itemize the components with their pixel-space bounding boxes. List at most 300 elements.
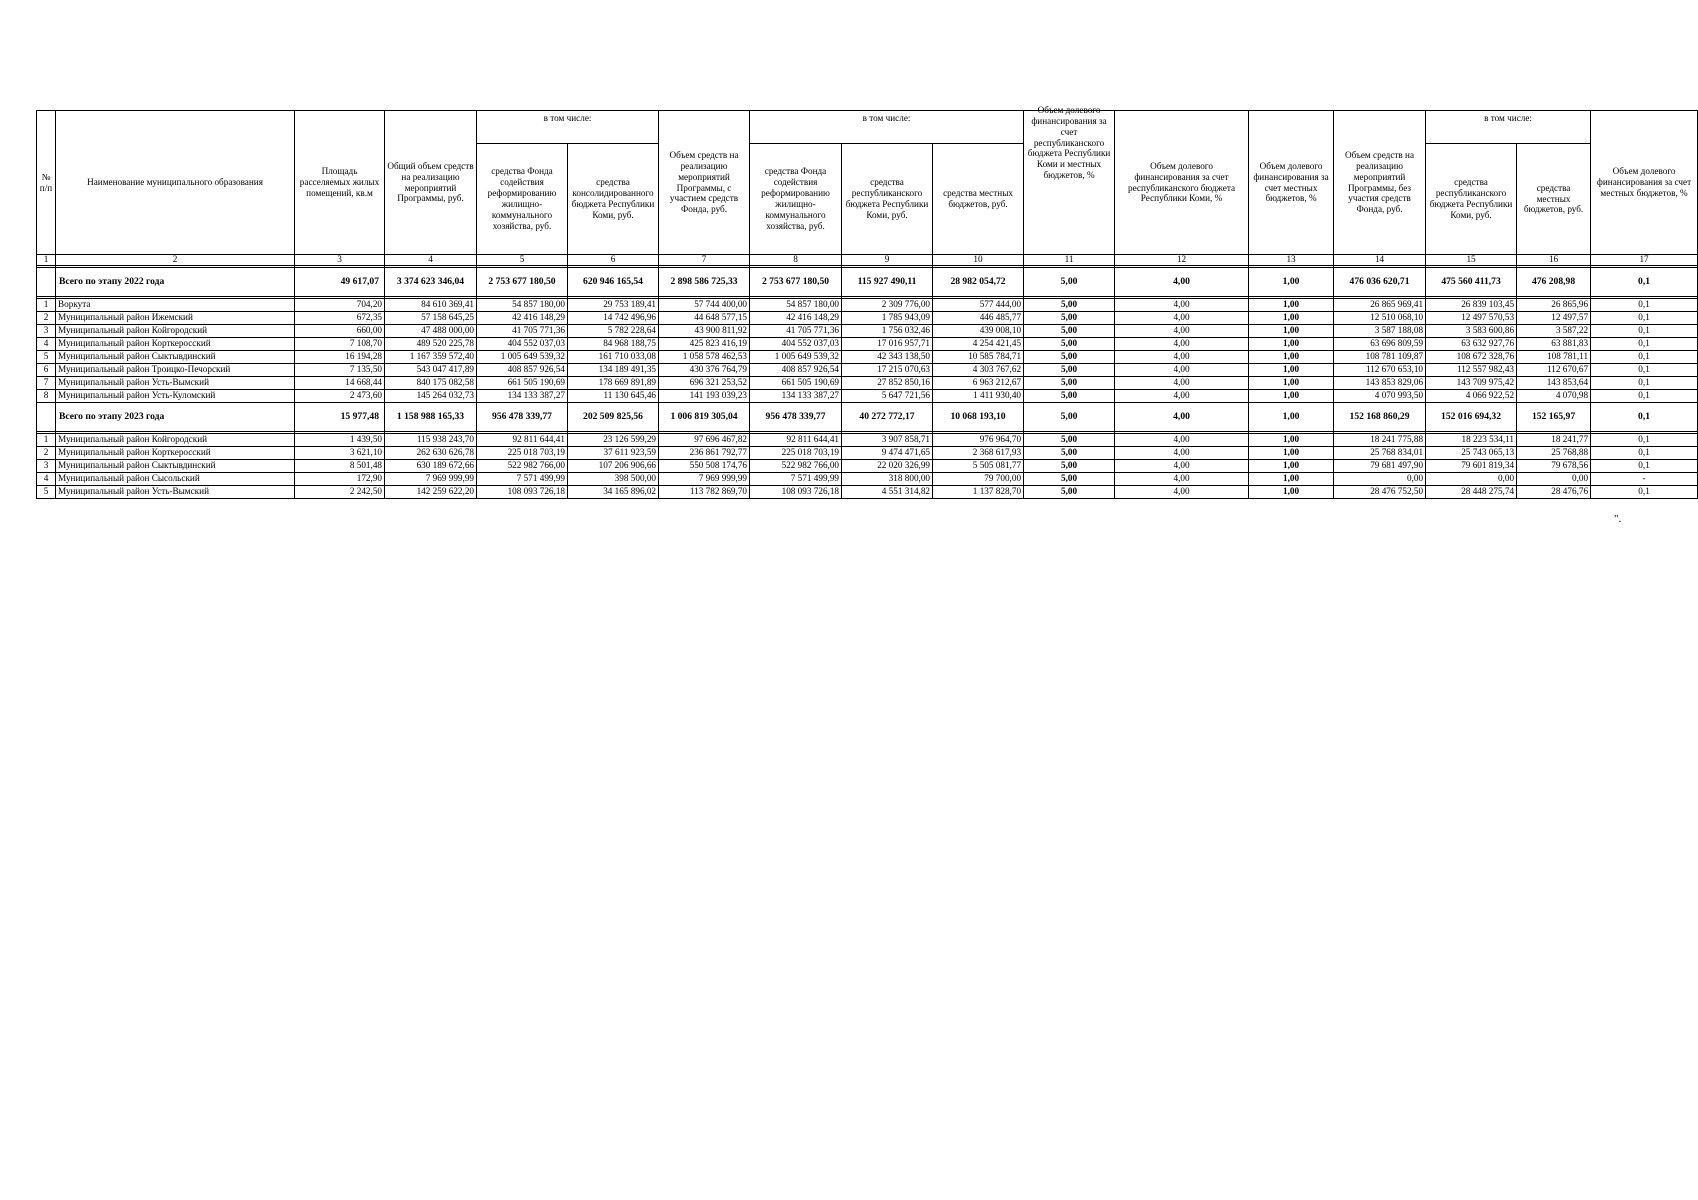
table-cell: 5 505 081,77 — [933, 460, 1024, 473]
table-row — [37, 325, 1698, 338]
header-col-16: средства местных бюджетов, руб. — [1517, 144, 1591, 255]
table-cell: 704,20 — [295, 299, 385, 312]
table-cell: 660,00 — [295, 325, 385, 338]
total-cell: 2 753 677 180,50 — [750, 268, 842, 297]
total-cell: Всего по этапу 2022 года — [56, 268, 295, 297]
table-cell: 9 474 471,65 — [842, 447, 933, 460]
table-cell: 696 321 253,52 — [659, 377, 750, 390]
table-cell: 42 416 148,29 — [750, 312, 842, 325]
table-cell: 550 508 174,76 — [659, 460, 750, 473]
table-cell: 3 621,10 — [295, 447, 385, 460]
total-cell: 476 208,98 — [1517, 268, 1591, 297]
end-quote-mark: ". — [1614, 513, 1622, 525]
table-cell: 79 681 497,90 — [1334, 460, 1426, 473]
table-cell: 47 488 000,00 — [385, 325, 477, 338]
header-col-5: средства Фонда содействия реформированию жилищно-коммунального хозяйства, руб. — [477, 144, 568, 255]
table-cell: 8 501,48 — [295, 460, 385, 473]
table-cell: 0,1 — [1591, 351, 1698, 364]
table-cell: 42 343 138,50 — [842, 351, 933, 364]
table-cell: 0,1 — [1591, 312, 1698, 325]
table-cell: 1,00 — [1249, 473, 1334, 486]
column-number: 1 — [37, 255, 56, 266]
table-cell: 5,00 — [1024, 447, 1115, 460]
table-row — [37, 377, 1698, 390]
total-cell: 10 068 193,10 — [933, 403, 1024, 432]
table-cell: Муниципальный район Троицко-Печорский — [56, 364, 295, 377]
table-cell: 577 444,00 — [933, 299, 1024, 312]
table-cell: 134 133 387,27 — [477, 390, 568, 403]
table-cell: 16 194,28 — [295, 351, 385, 364]
table-cell: 1 005 649 539,32 — [750, 351, 842, 364]
table-cell: 0,1 — [1591, 486, 1698, 499]
table-cell: 1 411 930,40 — [933, 390, 1024, 403]
table-cell: 26 865,96 — [1517, 299, 1591, 312]
table-cell: 1 439,50 — [295, 434, 385, 447]
table-cell: 7 135,50 — [295, 364, 385, 377]
table-cell: 4 — [37, 473, 56, 486]
table-cell: 1,00 — [1249, 351, 1334, 364]
total-cell: 476 036 620,71 — [1334, 268, 1426, 297]
table-cell: Муниципальный район Койгородский — [56, 434, 295, 447]
table-cell: 2 — [37, 312, 56, 325]
table-cell: 543 047 417,89 — [385, 364, 477, 377]
table-cell: 0,00 — [1334, 473, 1426, 486]
table-cell: 107 206 906,66 — [568, 460, 659, 473]
table-cell: 425 823 416,19 — [659, 338, 750, 351]
table-cell: 12 497,57 — [1517, 312, 1591, 325]
table-row — [37, 447, 1698, 460]
table-cell: 7 969 999,99 — [659, 473, 750, 486]
header-group-8-10: в том числе: — [750, 111, 1024, 144]
table-cell: 63 696 809,59 — [1334, 338, 1426, 351]
table-cell: 84 610 369,41 — [385, 299, 477, 312]
table-cell: 141 193 039,23 — [659, 390, 750, 403]
table-cell: 4,00 — [1115, 312, 1249, 325]
table-cell: 1 167 359 572,40 — [385, 351, 477, 364]
header-col-6: средства консолидированного бюджета Республики Коми, руб. — [568, 144, 659, 255]
table-cell: 5 — [37, 486, 56, 499]
table-cell: Муниципальный район Усть-Вымский — [56, 377, 295, 390]
table-cell: 172,90 — [295, 473, 385, 486]
table-cell: 225 018 703,19 — [750, 447, 842, 460]
table-cell: 134 133 387,27 — [750, 390, 842, 403]
table-cell: 318 800,00 — [842, 473, 933, 486]
header-col-2: Наименование муниципального образования — [56, 111, 295, 255]
total-cell: 956 478 339,77 — [477, 403, 568, 432]
table-cell: 1,00 — [1249, 390, 1334, 403]
total-cell: 202 509 825,56 — [568, 403, 659, 432]
table-cell: Муниципальный район Сысольский — [56, 473, 295, 486]
table-cell: 3 — [37, 325, 56, 338]
table-cell: 398 500,00 — [568, 473, 659, 486]
table-cell: 57 158 645,25 — [385, 312, 477, 325]
table-cell: 92 811 644,41 — [750, 434, 842, 447]
table-cell: 3 583 600,86 — [1426, 325, 1517, 338]
table-cell: 7 571 499,99 — [477, 473, 568, 486]
table-cell: 0,1 — [1591, 434, 1698, 447]
table-cell: 1,00 — [1249, 325, 1334, 338]
header-group-5-6: в том числе: — [477, 111, 659, 144]
total-cell — [37, 268, 56, 297]
table-cell: 1 058 578 462,53 — [659, 351, 750, 364]
table-cell: 17 016 957,71 — [842, 338, 933, 351]
table-cell: 63 632 927,76 — [1426, 338, 1517, 351]
table-cell: 26 865 969,41 — [1334, 299, 1426, 312]
table-row — [37, 390, 1698, 403]
table-cell: 5 782 228,64 — [568, 325, 659, 338]
column-number-row — [37, 255, 1698, 266]
header-col-17: Объем долевого финансирования за счет местных бюджетов, % — [1591, 111, 1698, 255]
column-number: 15 — [1426, 255, 1517, 266]
header-col-4: Общий объем средств на реализацию мероприятий Программы, руб. — [385, 111, 477, 255]
table-cell: 1,00 — [1249, 434, 1334, 447]
table-cell: 54 857 180,00 — [750, 299, 842, 312]
table-cell: 108 781,11 — [1517, 351, 1591, 364]
table-cell: 4,00 — [1115, 447, 1249, 460]
table-cell: 1,00 — [1249, 312, 1334, 325]
column-number: 7 — [659, 255, 750, 266]
table-cell: Муниципальный район Ижемский — [56, 312, 295, 325]
total-cell: 49 617,07 — [295, 268, 385, 297]
table-cell: 4 — [37, 338, 56, 351]
column-number: 14 — [1334, 255, 1426, 266]
table-cell: 28 476,76 — [1517, 486, 1591, 499]
column-number: 13 — [1249, 255, 1334, 266]
stage-total-row — [37, 403, 1698, 432]
table-cell: 6 — [37, 364, 56, 377]
table-cell: 10 585 784,71 — [933, 351, 1024, 364]
table-cell: 4 070 993,50 — [1334, 390, 1426, 403]
header-col-8: средства Фонда содействия реформированию жилищно-коммунального хозяйства, руб. — [750, 144, 842, 255]
header-col-11 — [1024, 105, 1115, 255]
table-cell: 37 611 923,59 — [568, 447, 659, 460]
table-cell: 43 900 811,92 — [659, 325, 750, 338]
table-row — [37, 312, 1698, 325]
table-cell: 0,1 — [1591, 325, 1698, 338]
table-cell: 4,00 — [1115, 377, 1249, 390]
table-cell: 236 861 792,77 — [659, 447, 750, 460]
table-cell: 54 857 180,00 — [477, 299, 568, 312]
table-cell: 0,1 — [1591, 338, 1698, 351]
table-cell: 22 020 326,99 — [842, 460, 933, 473]
header-col-12: Объем долевого финансирования за счет республиканского бюджета Республики Коми, % — [1115, 111, 1249, 255]
table-cell: 522 982 766,00 — [750, 460, 842, 473]
table-cell: Муниципальный район Усть-Куломский — [56, 390, 295, 403]
column-number: 16 — [1517, 255, 1591, 266]
table-cell: 1,00 — [1249, 377, 1334, 390]
program-finance-table-container — [36, 105, 1692, 499]
table-cell: 112 670 653,10 — [1334, 364, 1426, 377]
table-cell: 0,00 — [1426, 473, 1517, 486]
table-cell: 57 744 400,00 — [659, 299, 750, 312]
table-cell: 18 223 534,11 — [1426, 434, 1517, 447]
table-cell: 0,1 — [1591, 390, 1698, 403]
table-cell: 2 473,60 — [295, 390, 385, 403]
header-col-15: средства республиканского бюджета Республики Коми, руб. — [1426, 144, 1517, 255]
table-cell: 7 969 999,99 — [385, 473, 477, 486]
table-row — [37, 338, 1698, 351]
table-cell: 0,1 — [1591, 377, 1698, 390]
table-cell: 5 647 721,56 — [842, 390, 933, 403]
total-cell: 5,00 — [1024, 268, 1115, 297]
header-group-15-16: в том числе: — [1426, 111, 1591, 144]
table-cell: 7 571 499,99 — [750, 473, 842, 486]
table-cell: 1,00 — [1249, 460, 1334, 473]
table-cell: 34 165 896,02 — [568, 486, 659, 499]
table-row — [37, 473, 1698, 486]
table-cell: 25 743 065,13 — [1426, 447, 1517, 460]
total-cell: 3 374 623 346,04 — [385, 268, 477, 297]
table-cell: 4 551 314,82 — [842, 486, 933, 499]
table-cell: 5,00 — [1024, 299, 1115, 312]
table-cell: 23 126 599,29 — [568, 434, 659, 447]
table-cell: 404 552 037,03 — [477, 338, 568, 351]
table-cell: 4,00 — [1115, 486, 1249, 499]
table-cell: 4,00 — [1115, 351, 1249, 364]
table-cell: 439 008,10 — [933, 325, 1024, 338]
table-row — [37, 351, 1698, 364]
table-cell: 18 241 775,88 — [1334, 434, 1426, 447]
table-cell: 5,00 — [1024, 364, 1115, 377]
total-cell: 475 560 411,73 — [1426, 268, 1517, 297]
table-cell: 4 254 421,45 — [933, 338, 1024, 351]
table-cell: 1 756 032,46 — [842, 325, 933, 338]
table-cell: 489 520 225,78 — [385, 338, 477, 351]
table-cell: 108 672 328,76 — [1426, 351, 1517, 364]
table-cell: 2 368 617,93 — [933, 447, 1024, 460]
table-cell: 178 669 891,89 — [568, 377, 659, 390]
table-cell: 6 963 212,67 — [933, 377, 1024, 390]
table-cell: 112 670,67 — [1517, 364, 1591, 377]
table-cell: 408 857 926,54 — [750, 364, 842, 377]
table-cell: 41 705 771,36 — [477, 325, 568, 338]
table-cell: 108 781 109,87 — [1334, 351, 1426, 364]
table-cell: 661 505 190,69 — [750, 377, 842, 390]
table-cell: 672,35 — [295, 312, 385, 325]
total-cell: 40 272 772,17 — [842, 403, 933, 432]
total-cell — [37, 403, 56, 432]
total-cell: 152 168 860,29 — [1334, 403, 1426, 432]
table-cell: 27 852 850,16 — [842, 377, 933, 390]
table-cell: 4 303 767,62 — [933, 364, 1024, 377]
table-cell: 112 557 982,43 — [1426, 364, 1517, 377]
table-cell: Муниципальный район Койгородский — [56, 325, 295, 338]
table-cell: 12 510 068,10 — [1334, 312, 1426, 325]
table-cell: 84 968 188,75 — [568, 338, 659, 351]
table-cell: 5,00 — [1024, 486, 1115, 499]
column-number: 12 — [1115, 255, 1249, 266]
stage-total-row — [37, 268, 1698, 297]
table-row — [37, 486, 1698, 499]
table-body — [37, 255, 1698, 499]
table-cell: 0,00 — [1517, 473, 1591, 486]
table-cell: 976 964,70 — [933, 434, 1024, 447]
header-col-9: средства республиканского бюджета Республики Коми, руб. — [842, 144, 933, 255]
table-cell: 143 853,64 — [1517, 377, 1591, 390]
table-cell: 1,00 — [1249, 338, 1334, 351]
table-cell: 108 093 726,18 — [477, 486, 568, 499]
table-cell: 11 130 645,46 — [568, 390, 659, 403]
total-cell: 1,00 — [1249, 403, 1334, 432]
table-cell: 522 982 766,00 — [477, 460, 568, 473]
table-cell: 14 742 496,96 — [568, 312, 659, 325]
table-cell: 145 264 032,73 — [385, 390, 477, 403]
table-cell: 113 782 869,70 — [659, 486, 750, 499]
table-cell: 63 881,83 — [1517, 338, 1591, 351]
table-cell: 4,00 — [1115, 299, 1249, 312]
table-cell: 79 700,00 — [933, 473, 1024, 486]
total-cell: 5,00 — [1024, 403, 1115, 432]
table-cell: 404 552 037,03 — [750, 338, 842, 351]
table-cell: 5,00 — [1024, 312, 1115, 325]
header-col-10: средства местных бюджетов, руб. — [933, 144, 1024, 255]
table-cell: 446 485,77 — [933, 312, 1024, 325]
table-cell: 262 630 626,78 — [385, 447, 477, 460]
table-cell: 4,00 — [1115, 325, 1249, 338]
header-col-11-text: Объем долевого финансирования за счет республиканского бюджета Республики Коми и местных бюджетов, % — [1027, 105, 1111, 181]
total-cell: 152 165,97 — [1517, 403, 1591, 432]
table-cell: 408 857 926,54 — [477, 364, 568, 377]
table-cell: 7 108,70 — [295, 338, 385, 351]
column-number: 10 — [933, 255, 1024, 266]
total-cell: 2 753 677 180,50 — [477, 268, 568, 297]
table-row — [37, 460, 1698, 473]
table-cell: 92 811 644,41 — [477, 434, 568, 447]
table-cell: 1 785 943,09 — [842, 312, 933, 325]
table-cell: 108 093 726,18 — [750, 486, 842, 499]
table-cell: 3 587,22 — [1517, 325, 1591, 338]
table-cell: 79 678,56 — [1517, 460, 1591, 473]
header-col-13: Объем долевого финансирования за счет местных бюджетов, % — [1249, 111, 1334, 255]
table-cell: 1,00 — [1249, 447, 1334, 460]
total-cell: 956 478 339,77 — [750, 403, 842, 432]
total-cell: 152 016 694,32 — [1426, 403, 1517, 432]
table-cell: 143 709 975,42 — [1426, 377, 1517, 390]
table-cell: 4 066 922,52 — [1426, 390, 1517, 403]
table-cell: 1,00 — [1249, 299, 1334, 312]
table-cell: 8 — [37, 390, 56, 403]
total-cell: 115 927 490,11 — [842, 268, 933, 297]
table-cell: 5,00 — [1024, 338, 1115, 351]
table-cell: 3 — [37, 460, 56, 473]
table-cell: 3 587 188,08 — [1334, 325, 1426, 338]
table-cell: 42 416 148,29 — [477, 312, 568, 325]
total-cell: Всего по этапу 2023 года — [56, 403, 295, 432]
table-cell: 14 668,44 — [295, 377, 385, 390]
total-cell: 4,00 — [1115, 268, 1249, 297]
table-cell: 4 070,98 — [1517, 390, 1591, 403]
column-number: 4 — [385, 255, 477, 266]
table-cell: 115 938 243,70 — [385, 434, 477, 447]
table-cell: 1 — [37, 434, 56, 447]
table-cell: 4,00 — [1115, 434, 1249, 447]
total-cell: 0,1 — [1591, 268, 1698, 297]
table-cell: 4,00 — [1115, 338, 1249, 351]
total-cell: 1,00 — [1249, 268, 1334, 297]
table-cell: 430 376 764,79 — [659, 364, 750, 377]
table-cell: 5 — [37, 351, 56, 364]
total-cell: 620 946 165,54 — [568, 268, 659, 297]
total-cell: 0,1 — [1591, 403, 1698, 432]
total-cell: 1 158 988 165,33 — [385, 403, 477, 432]
table-cell: 25 768,88 — [1517, 447, 1591, 460]
table-cell: 2 — [37, 447, 56, 460]
table-cell: 5,00 — [1024, 434, 1115, 447]
column-number: 17 — [1591, 255, 1698, 266]
table-row — [37, 434, 1698, 447]
table-cell: 7 — [37, 377, 56, 390]
table-cell: 1 — [37, 299, 56, 312]
table-cell: 840 175 082,58 — [385, 377, 477, 390]
table-cell: 142 259 622,20 — [385, 486, 477, 499]
table-cell: 0,1 — [1591, 460, 1698, 473]
column-number: 6 — [568, 255, 659, 266]
table-cell: 5,00 — [1024, 325, 1115, 338]
header-col-1: № п/п — [37, 111, 56, 255]
table-cell: 4,00 — [1115, 460, 1249, 473]
column-number: 8 — [750, 255, 842, 266]
table-cell: 29 753 189,41 — [568, 299, 659, 312]
table-cell: 17 215 070,63 — [842, 364, 933, 377]
table-cell: 28 476 752,50 — [1334, 486, 1426, 499]
table-cell: 3 907 858,71 — [842, 434, 933, 447]
table-cell: 1 005 649 539,32 — [477, 351, 568, 364]
table-cell: Муниципальный район Усть-Вымский — [56, 486, 295, 499]
table-cell: 5,00 — [1024, 351, 1115, 364]
header-col-14: Объем средств на реализацию мероприятий Программы, без участия средств Фонда, руб. — [1334, 111, 1426, 255]
table-cell: 1 137 828,70 — [933, 486, 1024, 499]
table-cell: 630 189 672,66 — [385, 460, 477, 473]
table-row — [37, 299, 1698, 312]
header-col-3: Площадь расселяемых жилых помещений, кв.м — [295, 111, 385, 255]
table-cell: 0,1 — [1591, 447, 1698, 460]
total-cell: 28 982 054,72 — [933, 268, 1024, 297]
table-cell: 97 696 467,82 — [659, 434, 750, 447]
table-cell: 143 853 829,06 — [1334, 377, 1426, 390]
table-cell: 4,00 — [1115, 473, 1249, 486]
table-cell: 41 705 771,36 — [750, 325, 842, 338]
program-finance-table — [36, 105, 1698, 499]
table-cell: 79 601 819,34 — [1426, 460, 1517, 473]
column-number: 9 — [842, 255, 933, 266]
total-cell: 2 898 586 725,33 — [659, 268, 750, 297]
table-cell: 28 448 275,74 — [1426, 486, 1517, 499]
total-cell: 15 977,48 — [295, 403, 385, 432]
table-cell: 225 018 703,19 — [477, 447, 568, 460]
table-cell: 1,00 — [1249, 486, 1334, 499]
column-number: 2 — [56, 255, 295, 266]
column-number: 3 — [295, 255, 385, 266]
table-cell: 134 189 491,35 — [568, 364, 659, 377]
table-cell: 5,00 — [1024, 460, 1115, 473]
table-cell: 1,00 — [1249, 364, 1334, 377]
table-cell: - — [1591, 473, 1698, 486]
column-number: 11 — [1024, 255, 1115, 266]
table-cell: 26 839 103,45 — [1426, 299, 1517, 312]
table-cell: Муниципальный район Корткеросский — [56, 338, 295, 351]
column-number: 5 — [477, 255, 568, 266]
table-cell: 5,00 — [1024, 473, 1115, 486]
total-cell: 1 006 819 305,04 — [659, 403, 750, 432]
table-cell: 4,00 — [1115, 364, 1249, 377]
header-col-7: Объем средств на реализацию мероприятий Программы, с участием средств Фонда, руб. — [659, 111, 750, 255]
table-cell: Воркута — [56, 299, 295, 312]
table-cell: 25 768 834,01 — [1334, 447, 1426, 460]
table-cell: 0,1 — [1591, 299, 1698, 312]
table-cell: Муниципальный район Корткеросский — [56, 447, 295, 460]
table-cell: 5,00 — [1024, 390, 1115, 403]
table-cell: Муниципальный район Сыктывдинский — [56, 460, 295, 473]
